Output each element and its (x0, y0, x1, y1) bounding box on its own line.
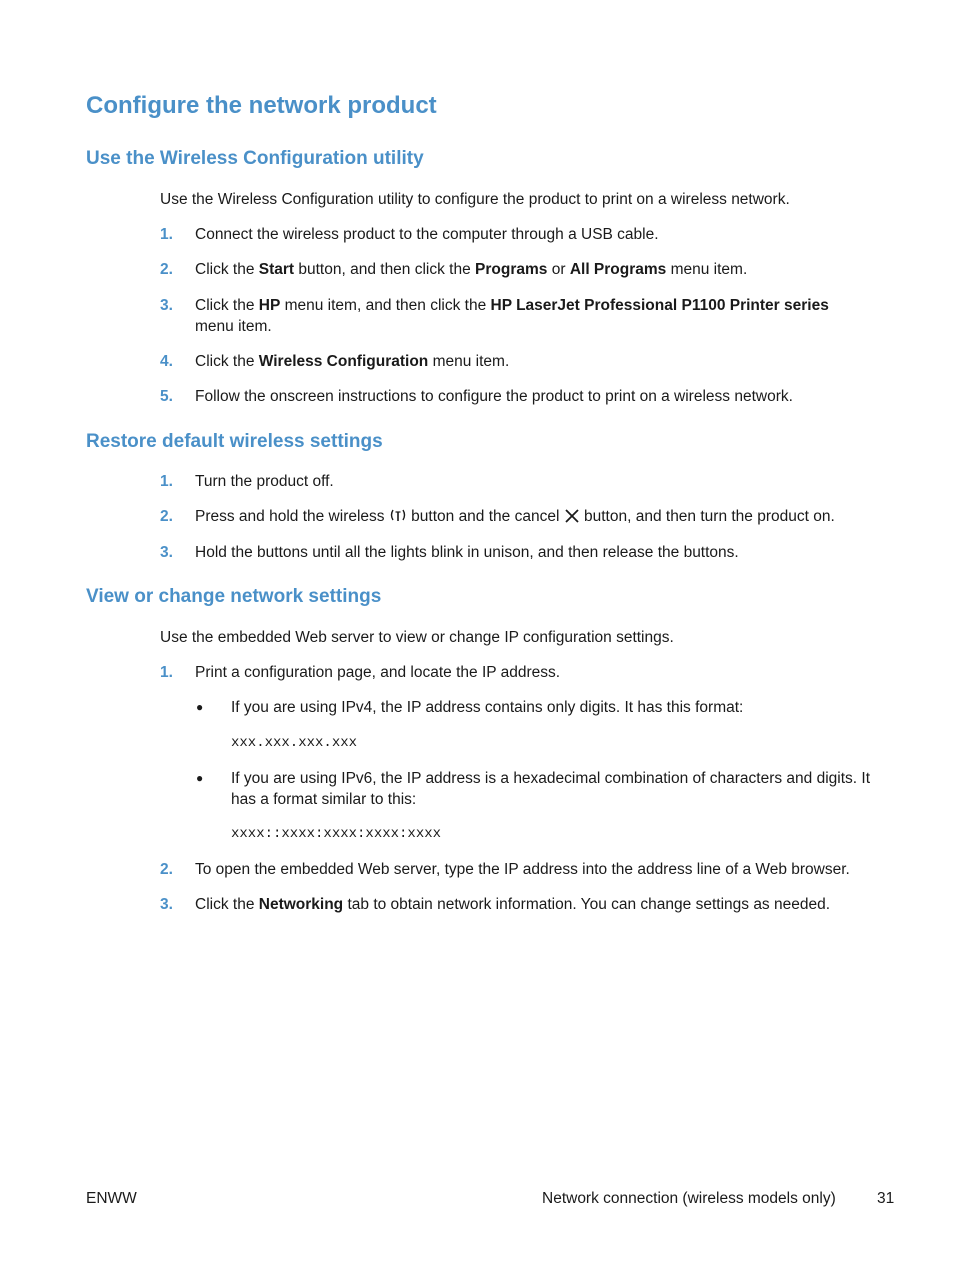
step-number: 3. (160, 544, 173, 561)
start-term: Start (258, 261, 295, 278)
wireless-icon (389, 507, 407, 529)
section-intro: Use the Wireless Configuration utility to configure the product to print on a wireless network. (160, 191, 790, 208)
step-text: Turn the product off. (195, 473, 334, 490)
step-number: 3. (160, 896, 173, 913)
bullet-icon: ● (196, 771, 204, 785)
bullet-icon: ● (196, 700, 204, 714)
step-text: Press and hold the wireless button and the cancel button, and then turn the product on. (195, 506, 895, 529)
step-number: 1. (160, 473, 173, 490)
section-title-view-change: View or change network settings (86, 586, 382, 607)
programs-term: Programs (475, 261, 548, 278)
wireless-configuration-term: Wireless Configuration (258, 353, 429, 370)
step-text: Click the Start button, and then click the Programs or All Programs menu item. (195, 261, 748, 278)
footer-chapter: Network connection (wireless models only) (542, 1190, 836, 1207)
step-text: To open the embedded Web server, type the IP address into the address line of a Web browser. (195, 861, 850, 878)
step-text: Click the HP menu item, and then click the HP LaserJet Professional P1100 Printer series menu item. (195, 297, 829, 335)
ipv4-format-code: xxx.xxx.xxx.xxx (231, 735, 358, 751)
step-number: 2. (160, 861, 173, 878)
step-text: Print a configuration page, and locate the IP address. (195, 664, 561, 681)
cancel-x-icon (564, 507, 580, 529)
ipv6-format-code: xxxx::xxxx:xxxx:xxxx:xxxx (231, 826, 442, 842)
page-title: Configure the network product (86, 92, 437, 119)
page-number: 31 (877, 1190, 895, 1207)
step-text: Follow the onscreen instructions to configure the product to print on a wireless network. (195, 388, 793, 405)
step-number: 2. (160, 508, 173, 525)
step-text: Hold the buttons until all the lights blink in unison, and then release the buttons. (195, 544, 739, 561)
section-intro: Use the embedded Web server to view or change IP configuration settings. (160, 629, 674, 646)
hp-term: HP (258, 297, 281, 314)
step-text: Click the Networking tab to obtain network information. You can change settings as needed. (195, 896, 831, 913)
section-title-restore-defaults: Restore default wireless settings (86, 431, 383, 452)
bullet-text: If you are using IPv6, the IP address is a hexadecimal combination of characters and digits. It has a format similar to this: (231, 770, 871, 808)
bullet-text: If you are using IPv4, the IP address contains only digits. It has this format: (231, 699, 744, 716)
footer-left: ENWW (86, 1190, 137, 1207)
all-programs-term: All Programs (569, 261, 667, 278)
section-title-wireless-config: Use the Wireless Configuration utility (86, 148, 424, 169)
step-number: 4. (160, 353, 173, 370)
step-text: Click the Wireless Configuration menu item. (195, 353, 510, 370)
step-number: 1. (160, 664, 173, 681)
step-number: 5. (160, 388, 173, 405)
networking-term: Networking (258, 896, 344, 913)
step-number: 3. (160, 297, 173, 314)
step-number: 1. (160, 226, 173, 243)
step-text: Connect the wireless product to the computer through a USB cable. (195, 226, 659, 243)
printer-series-term: HP LaserJet Professional P1100 Printer series (490, 297, 829, 314)
step-number: 2. (160, 261, 173, 278)
